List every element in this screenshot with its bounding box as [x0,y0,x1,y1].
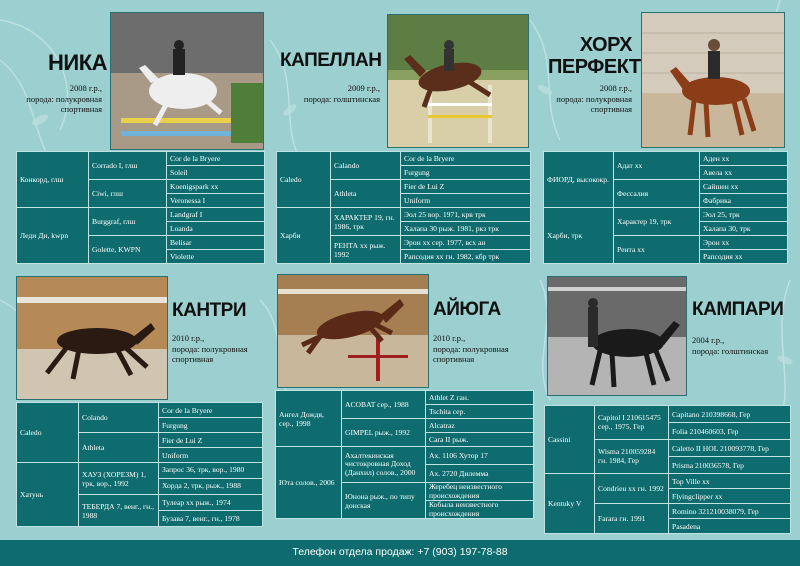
pedigree-great-grandparent: Ах. 2720 Дилемма [426,465,534,483]
pedigree-sire: Cassini [545,406,595,474]
pedigree-grandparent: Calando [331,152,401,180]
pedigree-great-grandparent: Violette [167,250,265,264]
pedigree-great-grandparent: Рапсодия хх [700,250,788,264]
pedigree-great-grandparent: Landgraf I [167,208,265,222]
horse-name-nika: НИКА [48,50,108,75]
pedigree-great-grandparent: Flyingclipper xx [669,489,791,504]
horse-name-ayuga: АЙЮГА [433,299,501,320]
pedigree-great-grandparent: Prisma 210036578, Гер [669,457,791,474]
pedigree-dam: Леди Ди, kwpn [17,208,89,264]
pedigree-grandparent: Фессалия [614,180,700,208]
horse-year: 2009 г.р., [347,83,380,93]
pedigree-grandparent: GIMPEL рыж., 1992 [342,419,426,447]
pedigree-sire: Ангел Дождя, сер., 1998 [276,391,342,447]
pedigree-great-grandparent: Хорда 2, трк, рыж., 1988 [159,479,263,495]
horse-breed: порода: полукровная [172,343,248,354]
pedigree-great-grandparent: Capitano 210398668, Гер [669,406,791,423]
pedigree-grandparent: Farara гн. 1991 [595,504,669,534]
horse-info-kapellan [284,83,380,104]
pedigree-great-grandparent: Халапа 30 рыж. 1981, ркз трк [401,222,531,236]
pedigree-great-grandparent: Запрос 36, трк, вор., 1980 [159,463,263,479]
horse-year: 2008 г.р., [69,83,102,93]
pedigree-great-grandparent: Cor de la Bryere [167,152,265,166]
pedigree-great-grandparent: Авела хх [700,166,788,180]
horse-photo-kampari [547,276,687,396]
pedigree-great-grandparent: Soleil [167,166,265,180]
horse-photo-nika [110,12,264,150]
pedigree-great-grandparent: Fier de Lui Z [401,180,531,194]
pedigree-grandparent: Capitol I 210615475 сер., 1975, Гер [595,406,669,440]
horse-breed-line2: спортивная [172,354,214,364]
pedigree-grandparent: Athleta [79,433,159,463]
pedigree-great-grandparent: Cara II рыж. [426,433,534,447]
horse-year: 2010 г.р., [433,333,466,343]
pedigree-great-grandparent: Аден хх [700,152,788,166]
pedigree-grandparent: ХАУЗ (ХОРЕЗМ) 1, трк, вор., 1992 [79,463,159,495]
pedigree-great-grandparent: Бузава 7, венг., гн., 1978 [159,511,263,527]
pedigree-grandparent: Athleta [331,180,401,208]
horse-breed: порода: полукровная [556,93,632,104]
pedigree-dam: Хатунь [17,463,79,527]
pedigree-table-nika [16,151,265,264]
pedigree-great-grandparent: Veronessa I [167,194,265,208]
horse-name-horkh [548,34,641,78]
pedigree-great-grandparent: Рапсодия хх гн. 1982, кбр трк [401,250,531,264]
horse-name-kantri: КАНТРИ [172,300,246,321]
pedigree-great-grandparent: Caletto II HOL 210093778, Гер [669,440,791,457]
sales-phone: Телефон отдела продаж: +7 (903) 197-78-88 [292,546,508,558]
horse-info-kantri [172,333,272,365]
horse-breed-line2: спортивная [60,104,102,114]
pedigree-great-grandparent: Ах. 1106 Хутор 17 [426,447,534,465]
pedigree-great-grandparent: Athlet Z ган. [426,391,534,405]
horse-info-horkh [548,83,632,115]
pedigree-great-grandparent: Furgung [401,166,531,180]
pedigree-table-kantri [16,402,263,527]
horse-name-line1: ХОРХ [579,34,632,56]
horse-breed: порода: голштинская [692,345,769,356]
pedigree-table-kampari [544,405,791,534]
horse-photo-kapellan [387,14,529,148]
pedigree-great-grandparent: Эрон хх [700,236,788,250]
pedigree-sire: Caledo [277,152,331,208]
pedigree-grandparent: Адат хх [614,152,700,180]
pedigree-great-grandparent: Эол 25, трк [700,208,788,222]
pedigree-great-grandparent: Loanda [167,222,265,236]
horse-year: 2010 г.р., [172,333,205,343]
pedigree-dam: Харби [277,208,331,264]
pedigree-grandparent: РЕНТА хх рыж. 1992 [331,236,401,264]
pedigree-great-grandparent: Сайшен хх [700,180,788,194]
horse-name-line2: ПЕРФЕКТ [548,56,641,78]
pedigree-great-grandparent: Cor de la Bryere [401,152,531,166]
pedigree-grandparent: Характер 19, трк [614,208,700,236]
pedigree-grandparent: Condrieu xx гн. 1992 [595,474,669,504]
pedigree-great-grandparent: Эол 25 вор. 1971, крв трк [401,208,531,222]
horse-breed: порода: полукровная [433,343,509,354]
horse-breed-line2: спортивная [590,104,632,114]
pedigree-great-grandparent: Халапа 30, трк [700,222,788,236]
horse-photo-horkh [641,12,785,148]
horse-photo-kantri [16,276,168,400]
horse-info-kampari [692,335,796,356]
pedigree-dam: Харби, трк [544,208,614,264]
horse-info-nika [18,83,102,115]
pedigree-grandparent: Colando [79,403,159,433]
pedigree-grandparent: Ciwi, глш [89,180,167,208]
pedigree-great-grandparent: Belisar [167,236,265,250]
pedigree-great-grandparent: Эрон хх сер. 1977, всх ан [401,236,531,250]
pedigree-sire: ФИОРД, высококр. [544,152,614,208]
pedigree-grandparent: ТЕБЕРДА 7, венг., гн., 1988 [79,495,159,527]
pedigree-great-grandparent: Top Ville xx [669,474,791,489]
horse-breed: порода: голштинская [303,93,380,104]
pedigree-great-grandparent: Koenigspark xx [167,180,265,194]
horse-year: 2004 г.р., [692,335,725,345]
pedigree-grandparent: Wisma 210059284 гн. 1984, Гер [595,440,669,474]
pedigree-great-grandparent: Furgung [159,418,263,433]
pedigree-great-grandparent: Pasadena [669,519,791,534]
pedigree-great-grandparent: Romino 321210038079, Гер [669,504,791,519]
pedigree-table-kapellan [276,151,531,264]
pedigree-sire: Caledo [17,403,79,463]
pedigree-great-grandparent: Uniform [401,194,531,208]
pedigree-dam: Юта солов., 2006 [276,447,342,519]
pedigree-great-grandparent: Cor de la Bryere [159,403,263,418]
pedigree-grandparent: ACOBAT сер., 1988 [342,391,426,419]
horse-info-ayuga [433,333,533,365]
pedigree-dam: Kentuky V [545,474,595,534]
horse-photo-ayuga [277,274,429,388]
pedigree-great-grandparent: Кобыла неизвестного происхождения [426,501,534,519]
pedigree-grandparent: Юнона рыж., по типу донская [342,483,426,519]
pedigree-sire: Конкорд, глш [17,152,89,208]
pedigree-great-grandparent: Fier de Lui Z [159,433,263,448]
pedigree-great-grandparent: Жеребец неизвестного происхождения [426,483,534,501]
pedigree-grandparent: Golette, KWPN [89,236,167,264]
pedigree-great-grandparent: Folia 210460603, Гер [669,423,791,440]
pedigree-great-grandparent: Tschita сер. [426,405,534,419]
pedigree-great-grandparent: Uniform [159,448,263,463]
pedigree-table-horkh [543,151,788,264]
horse-name-kampari: КАМПАРИ [692,299,784,320]
pedigree-grandparent: Burggraf, глш [89,208,167,236]
horse-breed-line2: спортивная [433,354,475,364]
pedigree-great-grandparent: Alcatraz [426,419,534,433]
horse-breed: порода: полукровная [26,93,102,104]
pedigree-great-grandparent: Тулеар хх рыж., 1974 [159,495,263,511]
pedigree-grandparent: Рента хх [614,236,700,264]
pedigree-grandparent: ХАРАКТЕР 19, гн. 1986, трк [331,208,401,236]
pedigree-table-ayuga [275,390,534,519]
horse-year: 2008 г.р., [599,83,632,93]
pedigree-grandparent: Ахалтекинская чистокровная Доход (Данхил) солов., 2000 [342,447,426,483]
footer-bar [0,540,800,566]
pedigree-grandparent: Corrado I, глш [89,152,167,180]
pedigree-great-grandparent: Фабрика [700,194,788,208]
horse-name-kapellan: КАПЕЛЛАН [280,50,382,71]
